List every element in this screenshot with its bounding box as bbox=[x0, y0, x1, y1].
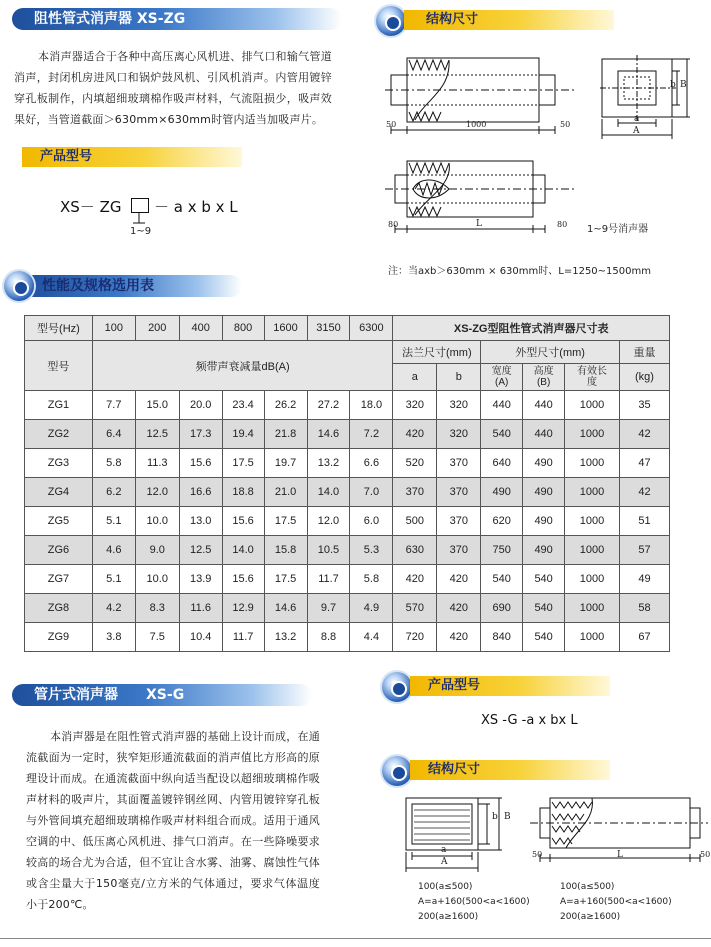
cell-w: 57 bbox=[619, 536, 669, 565]
dim-b-2: b bbox=[492, 812, 498, 822]
cell-att-0: 5.1 bbox=[92, 565, 135, 594]
table-row bbox=[25, 391, 670, 420]
cell-att-6: 6.0 bbox=[350, 507, 393, 536]
cell-model: ZG2 bbox=[25, 420, 93, 449]
cell-att-2: 11.6 bbox=[179, 594, 222, 623]
cell-att-5: 10.5 bbox=[307, 536, 350, 565]
header-col-a: a bbox=[393, 364, 437, 391]
cell-att-6: 4.4 bbox=[350, 623, 393, 652]
cell-att-4: 19.7 bbox=[264, 449, 307, 478]
cell-model: ZG4 bbox=[25, 478, 93, 507]
freq-3150: 3150 bbox=[307, 316, 350, 341]
cell-att-3: 23.4 bbox=[222, 391, 264, 420]
cell-w: 51 bbox=[619, 507, 669, 536]
xs-zg-description: 本消声器适合于各种中高压离心风机进、排气口和输气管道消声，封闭机房进风口和锅炉鼓风机、引风机消声。内管用镀锌穿孔板制作，内填超细玻璃棉作吸声材料，气流阻损少，吸声效果好，当管道截面＞630mm×630mm时管内适当加吸声片。 bbox=[14, 50, 332, 126]
cell-model: ZG5 bbox=[25, 507, 93, 536]
dim-80-right: 80 bbox=[557, 220, 568, 229]
structure-title-2: 结构尺寸 bbox=[428, 762, 481, 777]
cell-att-6: 4.9 bbox=[350, 594, 393, 623]
table-header-row-2 bbox=[25, 341, 670, 364]
cell-att-4: 17.5 bbox=[264, 507, 307, 536]
cell-att-4: 13.2 bbox=[264, 623, 307, 652]
cell-b: 320 bbox=[437, 420, 481, 449]
note-left-line-3: 200(a≥1600) bbox=[418, 912, 479, 922]
cell-att-6: 7.2 bbox=[350, 420, 393, 449]
cell-a: 370 bbox=[393, 478, 437, 507]
header-col-width: 宽度 (A) bbox=[481, 364, 523, 391]
cell-att-1: 7.5 bbox=[135, 623, 179, 652]
cell-att-2: 12.5 bbox=[179, 536, 222, 565]
cell-att-1: 8.3 bbox=[135, 594, 179, 623]
freq-1600: 1600 bbox=[264, 316, 307, 341]
freq-6300: 6300 bbox=[350, 316, 393, 341]
cell-len: 1000 bbox=[565, 623, 620, 652]
cell-att-5: 11.7 bbox=[307, 565, 350, 594]
cell-A: 690 bbox=[481, 594, 523, 623]
cell-a: 500 bbox=[393, 507, 437, 536]
note-right-line-2: A=a+160(500<a<1600) bbox=[560, 897, 672, 907]
cell-w: 42 bbox=[619, 478, 669, 507]
performance-title: 性能及规格选用表 bbox=[42, 278, 154, 294]
pipe-sheet-side-view bbox=[530, 792, 710, 872]
cell-A: 750 bbox=[481, 536, 523, 565]
cell-B: 490 bbox=[523, 507, 565, 536]
cell-model: ZG6 bbox=[25, 536, 93, 565]
cell-a: 420 bbox=[393, 420, 437, 449]
cell-att-6: 5.8 bbox=[350, 565, 393, 594]
dim-B-2: B bbox=[504, 812, 511, 822]
cell-w: 49 bbox=[619, 565, 669, 594]
cell-b: 370 bbox=[437, 507, 481, 536]
cell-att-4: 26.2 bbox=[264, 391, 307, 420]
product-model-title-2: 产品型号 bbox=[428, 678, 481, 693]
structure-title-1: 结构尺寸 bbox=[426, 12, 479, 27]
cell-att-1: 12.5 bbox=[135, 420, 179, 449]
cell-A: 540 bbox=[481, 565, 523, 594]
cell-B: 490 bbox=[523, 478, 565, 507]
table-row bbox=[25, 449, 670, 478]
dim-a-2: a bbox=[441, 845, 447, 855]
cell-att-0: 5.8 bbox=[92, 449, 135, 478]
cell-att-3: 12.9 bbox=[222, 594, 264, 623]
cell-att-5: 14.0 bbox=[307, 478, 350, 507]
table-row bbox=[25, 478, 670, 507]
cell-model: ZG1 bbox=[25, 391, 93, 420]
table-row bbox=[25, 536, 670, 565]
cell-att-3: 11.7 bbox=[222, 623, 264, 652]
header-weight: 重量 bbox=[619, 341, 669, 364]
cell-B: 440 bbox=[523, 420, 565, 449]
cell-b: 420 bbox=[437, 565, 481, 594]
cell-len: 1000 bbox=[565, 478, 620, 507]
dim-50-right: 50 bbox=[560, 120, 571, 129]
dim-L-2: L bbox=[617, 850, 623, 860]
cell-att-5: 27.2 bbox=[307, 391, 350, 420]
product-code-xs-g: XS -G -a x bx L bbox=[481, 713, 578, 728]
cell-att-5: 9.7 bbox=[307, 594, 350, 623]
cell-a: 720 bbox=[393, 623, 437, 652]
product-model-banner-2 bbox=[410, 676, 610, 696]
dim-A-2: A bbox=[441, 857, 448, 867]
cell-att-3: 17.5 bbox=[222, 449, 264, 478]
header-col-weight-unit: (kg) bbox=[619, 364, 669, 391]
cell-att-0: 4.6 bbox=[92, 536, 135, 565]
cell-len: 1000 bbox=[565, 536, 620, 565]
cell-att-3: 14.0 bbox=[222, 536, 264, 565]
dim-A-1: A bbox=[633, 126, 640, 136]
cell-A: 840 bbox=[481, 623, 523, 652]
cell-b: 370 bbox=[437, 536, 481, 565]
cell-w: 67 bbox=[619, 623, 669, 652]
cell-w: 42 bbox=[619, 420, 669, 449]
cell-att-0: 4.2 bbox=[92, 594, 135, 623]
cell-A: 440 bbox=[481, 391, 523, 420]
header-outer: 外型尺寸(mm) bbox=[481, 341, 620, 364]
cell-att-1: 9.0 bbox=[135, 536, 179, 565]
table-row bbox=[25, 507, 670, 536]
structure-banner-2 bbox=[410, 760, 610, 780]
cell-att-1: 15.0 bbox=[135, 391, 179, 420]
cell-att-5: 14.6 bbox=[307, 420, 350, 449]
cell-B: 540 bbox=[523, 565, 565, 594]
model-number-box bbox=[131, 198, 149, 213]
cell-att-1: 10.0 bbox=[135, 565, 179, 594]
silencer-side-view-L bbox=[385, 155, 580, 240]
cell-att-1: 12.0 bbox=[135, 478, 179, 507]
section-banner-xs-zg bbox=[12, 8, 342, 30]
product-code-suffix: － a x b x L bbox=[154, 198, 238, 216]
cell-model: ZG7 bbox=[25, 565, 93, 594]
cell-att-4: 21.0 bbox=[264, 478, 307, 507]
cell-len: 1000 bbox=[565, 565, 620, 594]
cell-att-5: 13.2 bbox=[307, 449, 350, 478]
cell-att-2: 13.0 bbox=[179, 507, 222, 536]
model-number-range: 1~9 bbox=[130, 226, 152, 237]
table-row bbox=[25, 623, 670, 652]
orb-icon-structure-2 bbox=[382, 756, 412, 786]
cell-att-2: 10.4 bbox=[179, 623, 222, 652]
freq-100: 100 bbox=[92, 316, 135, 341]
cell-att-1: 11.3 bbox=[135, 449, 179, 478]
cell-A: 490 bbox=[481, 478, 523, 507]
cell-att-2: 15.6 bbox=[179, 449, 222, 478]
cell-a: 320 bbox=[393, 391, 437, 420]
dim-b-1: b bbox=[670, 80, 676, 90]
pipe-sheet-front-view bbox=[398, 790, 518, 880]
cell-att-4: 17.5 bbox=[264, 565, 307, 594]
structure-banner-1 bbox=[404, 10, 614, 30]
product-code-prefix: XS－ ZG bbox=[60, 198, 122, 216]
cell-att-3: 15.6 bbox=[222, 507, 264, 536]
cell-att-6: 6.6 bbox=[350, 449, 393, 478]
cell-w: 58 bbox=[619, 594, 669, 623]
cell-att-0: 7.7 bbox=[92, 391, 135, 420]
table-row bbox=[25, 565, 670, 594]
table-header-row-1 bbox=[25, 316, 670, 341]
cell-B: 540 bbox=[523, 623, 565, 652]
cell-len: 1000 bbox=[565, 507, 620, 536]
dim-80-left: 80 bbox=[388, 220, 399, 229]
orb-icon-structure-1 bbox=[376, 6, 406, 36]
table-row bbox=[25, 594, 670, 623]
silencer-caption: 1~9号消声器 bbox=[587, 224, 649, 235]
dim-50-left: 50 bbox=[386, 120, 397, 129]
model-number-leader bbox=[130, 212, 150, 226]
freq-800: 800 bbox=[222, 316, 264, 341]
header-col-length: 有效长 度 bbox=[565, 364, 620, 391]
dim-B-1: B bbox=[680, 80, 687, 90]
orb-icon-product-model-2 bbox=[382, 672, 412, 702]
cell-b: 420 bbox=[437, 623, 481, 652]
table-row bbox=[25, 420, 670, 449]
cell-A: 640 bbox=[481, 449, 523, 478]
section-title-code-xs-g: XS-G bbox=[146, 687, 185, 703]
structure-note: 注：当axb＞630mm × 630mm时、L=1250~1500mm bbox=[388, 266, 651, 277]
cell-att-5: 12.0 bbox=[307, 507, 350, 536]
cell-w: 47 bbox=[619, 449, 669, 478]
product-model-title-1: 产品型号 bbox=[40, 149, 93, 164]
cell-att-2: 17.3 bbox=[179, 420, 222, 449]
cell-att-2: 13.9 bbox=[179, 565, 222, 594]
cell-a: 520 bbox=[393, 449, 437, 478]
bottom-rule bbox=[0, 938, 711, 939]
cell-att-0: 6.4 bbox=[92, 420, 135, 449]
cell-A: 540 bbox=[481, 420, 523, 449]
cell-b: 320 bbox=[437, 391, 481, 420]
cell-b: 370 bbox=[437, 478, 481, 507]
freq-400: 400 bbox=[179, 316, 222, 341]
note-left-line-2: A=a+160(500<a<1600) bbox=[418, 897, 530, 907]
cell-att-6: 7.0 bbox=[350, 478, 393, 507]
cell-att-3: 15.6 bbox=[222, 565, 264, 594]
cell-a: 420 bbox=[393, 565, 437, 594]
note-left-line-1: 100(a≤500) bbox=[418, 882, 473, 892]
cell-B: 440 bbox=[523, 391, 565, 420]
cell-b: 420 bbox=[437, 594, 481, 623]
note-right-line-3: 200(a≥1600) bbox=[560, 912, 621, 922]
cell-a: 570 bbox=[393, 594, 437, 623]
section-banner-performance bbox=[22, 275, 242, 297]
header-model: 型号 bbox=[25, 341, 93, 391]
product-model-banner-1 bbox=[22, 147, 242, 167]
cell-model: ZG9 bbox=[25, 623, 93, 652]
cell-B: 490 bbox=[523, 536, 565, 565]
cell-att-4: 14.6 bbox=[264, 594, 307, 623]
cell-att-0: 5.1 bbox=[92, 507, 135, 536]
cell-att-4: 21.8 bbox=[264, 420, 307, 449]
size-table-title: XS-ZG型阻性管式消声器尺寸表 bbox=[393, 316, 670, 341]
header-freq-label: 型号(Hz) bbox=[25, 316, 93, 341]
section-banner-xs-g bbox=[12, 684, 312, 706]
xs-g-description: 本消声器是在阻性管式消声器的基础上设计而成，在通流截面为一定时，狭窄矩形通流截面的消声值比方形高的原理设计而成。在通流截面中纵向适当配设以超细玻璃棉作吸声材料的吸声片，其面覆盖镀锌钢丝网、内管用镀锌穿孔板与外管间填充超细玻璃棉作吸声材料组合而成。适用于通风空调的中、低压离心风机进、排气口消声。在一些降噪要求较高的场合尤为合适，但不宜让含水雾、油雾、腐蚀性气体或含尘量大于150毫克/立方米的气体通过，要求气体温度小于200℃。 bbox=[26, 730, 320, 911]
cell-att-0: 6.2 bbox=[92, 478, 135, 507]
cell-att-0: 3.8 bbox=[92, 623, 135, 652]
silencer-front-view-1 bbox=[600, 55, 700, 145]
cell-len: 1000 bbox=[565, 449, 620, 478]
cell-att-6: 18.0 bbox=[350, 391, 393, 420]
cell-att-5: 8.8 bbox=[307, 623, 350, 652]
section-title-xs-zg: 阻性管式消声器 XS-ZG bbox=[34, 11, 186, 27]
cell-B: 540 bbox=[523, 594, 565, 623]
cell-att-6: 5.3 bbox=[350, 536, 393, 565]
dim-50-left-2: 50 bbox=[532, 850, 543, 859]
cell-len: 1000 bbox=[565, 391, 620, 420]
dim-a-1: a bbox=[634, 114, 640, 124]
cell-model: ZG3 bbox=[25, 449, 93, 478]
header-col-height: 高度 (B) bbox=[523, 364, 565, 391]
dim-L-1: L bbox=[476, 219, 482, 229]
cell-model: ZG8 bbox=[25, 594, 93, 623]
cell-len: 1000 bbox=[565, 420, 620, 449]
cell-att-4: 15.8 bbox=[264, 536, 307, 565]
cell-att-3: 18.8 bbox=[222, 478, 264, 507]
dim-1000: 1000 bbox=[466, 120, 487, 129]
cell-w: 35 bbox=[619, 391, 669, 420]
cell-att-2: 16.6 bbox=[179, 478, 222, 507]
cell-B: 490 bbox=[523, 449, 565, 478]
header-attenuation: 频带声衰减量dB(A) bbox=[92, 341, 393, 391]
cell-len: 1000 bbox=[565, 594, 620, 623]
cell-b: 370 bbox=[437, 449, 481, 478]
cell-a: 630 bbox=[393, 536, 437, 565]
note-right-line-1: 100(a≤500) bbox=[560, 882, 615, 892]
header-flange: 法兰尺寸(mm) bbox=[393, 341, 481, 364]
dim-50-right-2: 50 bbox=[700, 850, 711, 859]
freq-200: 200 bbox=[135, 316, 179, 341]
spec-table bbox=[24, 315, 670, 652]
section-title-xs-g: 管片式消声器 bbox=[34, 687, 118, 703]
cell-att-1: 10.0 bbox=[135, 507, 179, 536]
header-col-b: b bbox=[437, 364, 481, 391]
cell-A: 620 bbox=[481, 507, 523, 536]
cell-att-2: 20.0 bbox=[179, 391, 222, 420]
orb-icon-performance bbox=[4, 271, 34, 301]
cell-att-3: 19.4 bbox=[222, 420, 264, 449]
